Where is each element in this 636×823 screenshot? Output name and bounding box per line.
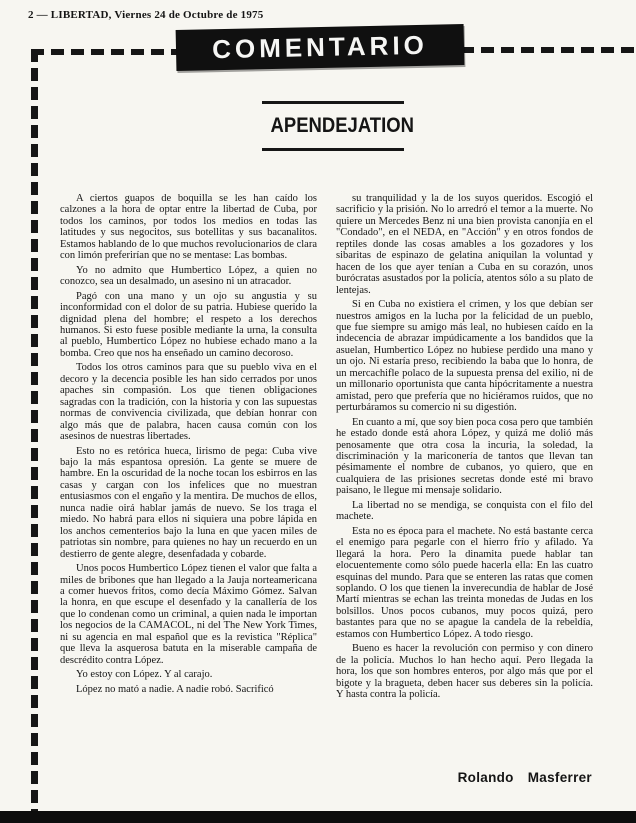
article-paragraph: A ciertos guapos de boquilla se les han caído los calzones a la hora de optar entre la libertad de Cuba, por todos los caminos, por todos los medios en todas las latitudes y sus negocitos, sus botellitas y sus bacanalitos. Estamos hablando de lo que muchos revolucionarios de clara con limón preferirían que no se mentase: Las bombas. [60,193,317,262]
article-paragraph: Yo estoy con López. Y al carajo. [76,669,213,681]
bottom-rule [0,811,636,823]
headline-block [262,101,414,151]
headline-rule-bottom [262,148,404,151]
article-body [60,193,593,703]
section-banner [176,24,465,71]
dashed-border-top-left [31,49,178,55]
article-headline: APENDEJATION [270,114,414,137]
dashed-border-left [31,49,38,811]
article-column-right [336,193,593,703]
article-paragraph: En cuanto a mí, que soy bien poca cosa pero que también he estado donde está ahora López, y quizá me dolió más penosamente que otra cosa la incuria, la soledad, la discriminación y la mariconería de tantos que llevan tan pésimamente el nombre de cubanos, yo quiero, que en cualquiera de las prisiones secretas donde esté mi bravo paisano, le llegue mi mensaje solidario. [336,416,593,497]
article-paragraph: su tranquilidad y la de los suyos queridos. Escogió el sacrificio y la prisión. No lo arredró el temor a la muerte. No quiere un Mercedes Benz ni una bien provista canonjía en el "Condado", en el NEDA, en "Acción" y en otros fondos de reptiles donde las cosas amables a los gozadores y los sibaritas de espinazo de gelatina aniquilan la voluntad y hacen de los que ayer tenían a Cuba en su corazón, unos burócratas asustados por la policía, atentos sólo a su plato de lentejas. [336,193,593,296]
byline: Rolando Masferrer [457,770,592,785]
article-paragraph: Esta no es época para el machete. No está bastante cerca el enemigo para pegarle con el hierro frío y afilado. Ya llegará la hora. Pero la dinamita puede hablar tan elocuentemente como sólo puede hacerla ella: En las cuatro esquinas del mundo. Para que se enteren las ratas que comen soplando. O los que tienen la inverecundia de hablar de José Martí mientras se echan las treinta monedas de Judas en los bolsillos. Unos pocos cubanos, muy pocos quizá, pero bastantes para que no se apague la candela de la rebeldía, estamos con Humbertico López. A todo riesgo. [336,525,593,640]
article-paragraph: López no mató a nadie. A nadie robó. Sacrificó [76,683,274,695]
article-paragraph: Esto no es retórica hueca, lirismo de pega: Cuba vive bajo la más espantosa opresión. La gente se muere de hambre. En la oscuridad de la noche tocan los esbirros en las casas y cargan con los infelices que no muestran entusiasmos con el engaño y la mentira. De muchos de ellos, nunca nadie oirá hablar jamás de nuevo. Se los traga el miedo. No habrá para ellos ni siquiera una pobre lápida en los anchos cementerios bajo la luna en que yacen miles de patriotas sin nombre, para quienes no hay un recuerdo en un destierro de gente alegre, desenfadada y cobarde. [60,445,317,560]
article-paragraph: Si en Cuba no existiera el crimen, y los que debían ser nuestros amigos en la lucha por la felicidad de un pueblo, que fue siempre su amigo más leal, no hubiesen caído en la indecencia de abrazar impúdicamente a los bandidos que la asuelan, Humbertico López no hubiese perdido una mano y un ojo. Ni estaría preso, recibiendo la baba que lo honra, de un mercachifle polaco de la supuesta prensa del exilio, ni de un millonario oportunista que canta hipócritamente a nuestra amistad, pero que prefería que no hiciéramos ruidos, que no perturbáramos su comercio ni su digestión. [336,299,593,414]
article-column-left [60,193,317,703]
article-paragraph: Yo no admito que Humbertico López, a quien no conozco, sea un desalmado, un asesino ni un atracador. [60,264,317,288]
section-banner-label: COMENTARIO [211,29,429,65]
article-paragraph: Bueno es hacer la revolución con permiso y con dinero de la policía. Muchos lo han hecho aquí. Pero llegada la hora, los que son hombres enteros, por algo más que por el bigote y la bragueta, deben hacer sus deberes sin la policía. Y hasta contra la policía. [336,643,593,701]
article-paragraph: Unos pocos Humbertico López tienen el valor que falta a miles de bribones que han llegado a la Jauja norteamericana a comer huevos fritos, como decía Máximo Gómez. Salvan la honra, en que escupe el desenfado y la canallería de los que lo condenan como un criminal, a quien nada le importan los negocios de la CAMACOL, ni del The New York Times, ni su agencia en mal español que es la revistica "Réplica" que lleva la asquerosa batuta en la miserable campaña de descrédito contra López. [60,563,317,666]
dashed-border-top-right [461,47,636,53]
article-paragraph: Pagó con una mano y un ojo su angustia y su inconformidad con el dolor de su patria. Hubiese querido la dignidad plena del hombre; el respeto a los derechos humanos. Si esto fuese posible mediante la urna, la consulta al pueblo, Humbertico López no hubiese echado mano a la bomba. Creo que nos ha enseñado un camino decoroso. [60,290,317,359]
article-paragraph: Todos los otros caminos para que su pueblo viva en el decoro y la decencia posible les han sido cerrados por unos apaches sin compasión. Los que tienen obligaciones sagradas con la tradición, con la historia y con las supuestas normas de convivencia civilizada, que debían honrar con algo más que de palabra, hacen causa común con los asesinos de nuestras libertades. [60,362,317,443]
headline-rule-top [262,101,404,104]
running-header: 2 — LIBERTAD, Viernes 24 de Octubre de 1975 [28,9,264,21]
article-paragraph: La libertad no se mendiga, se conquista con el filo del machete. [336,499,593,523]
